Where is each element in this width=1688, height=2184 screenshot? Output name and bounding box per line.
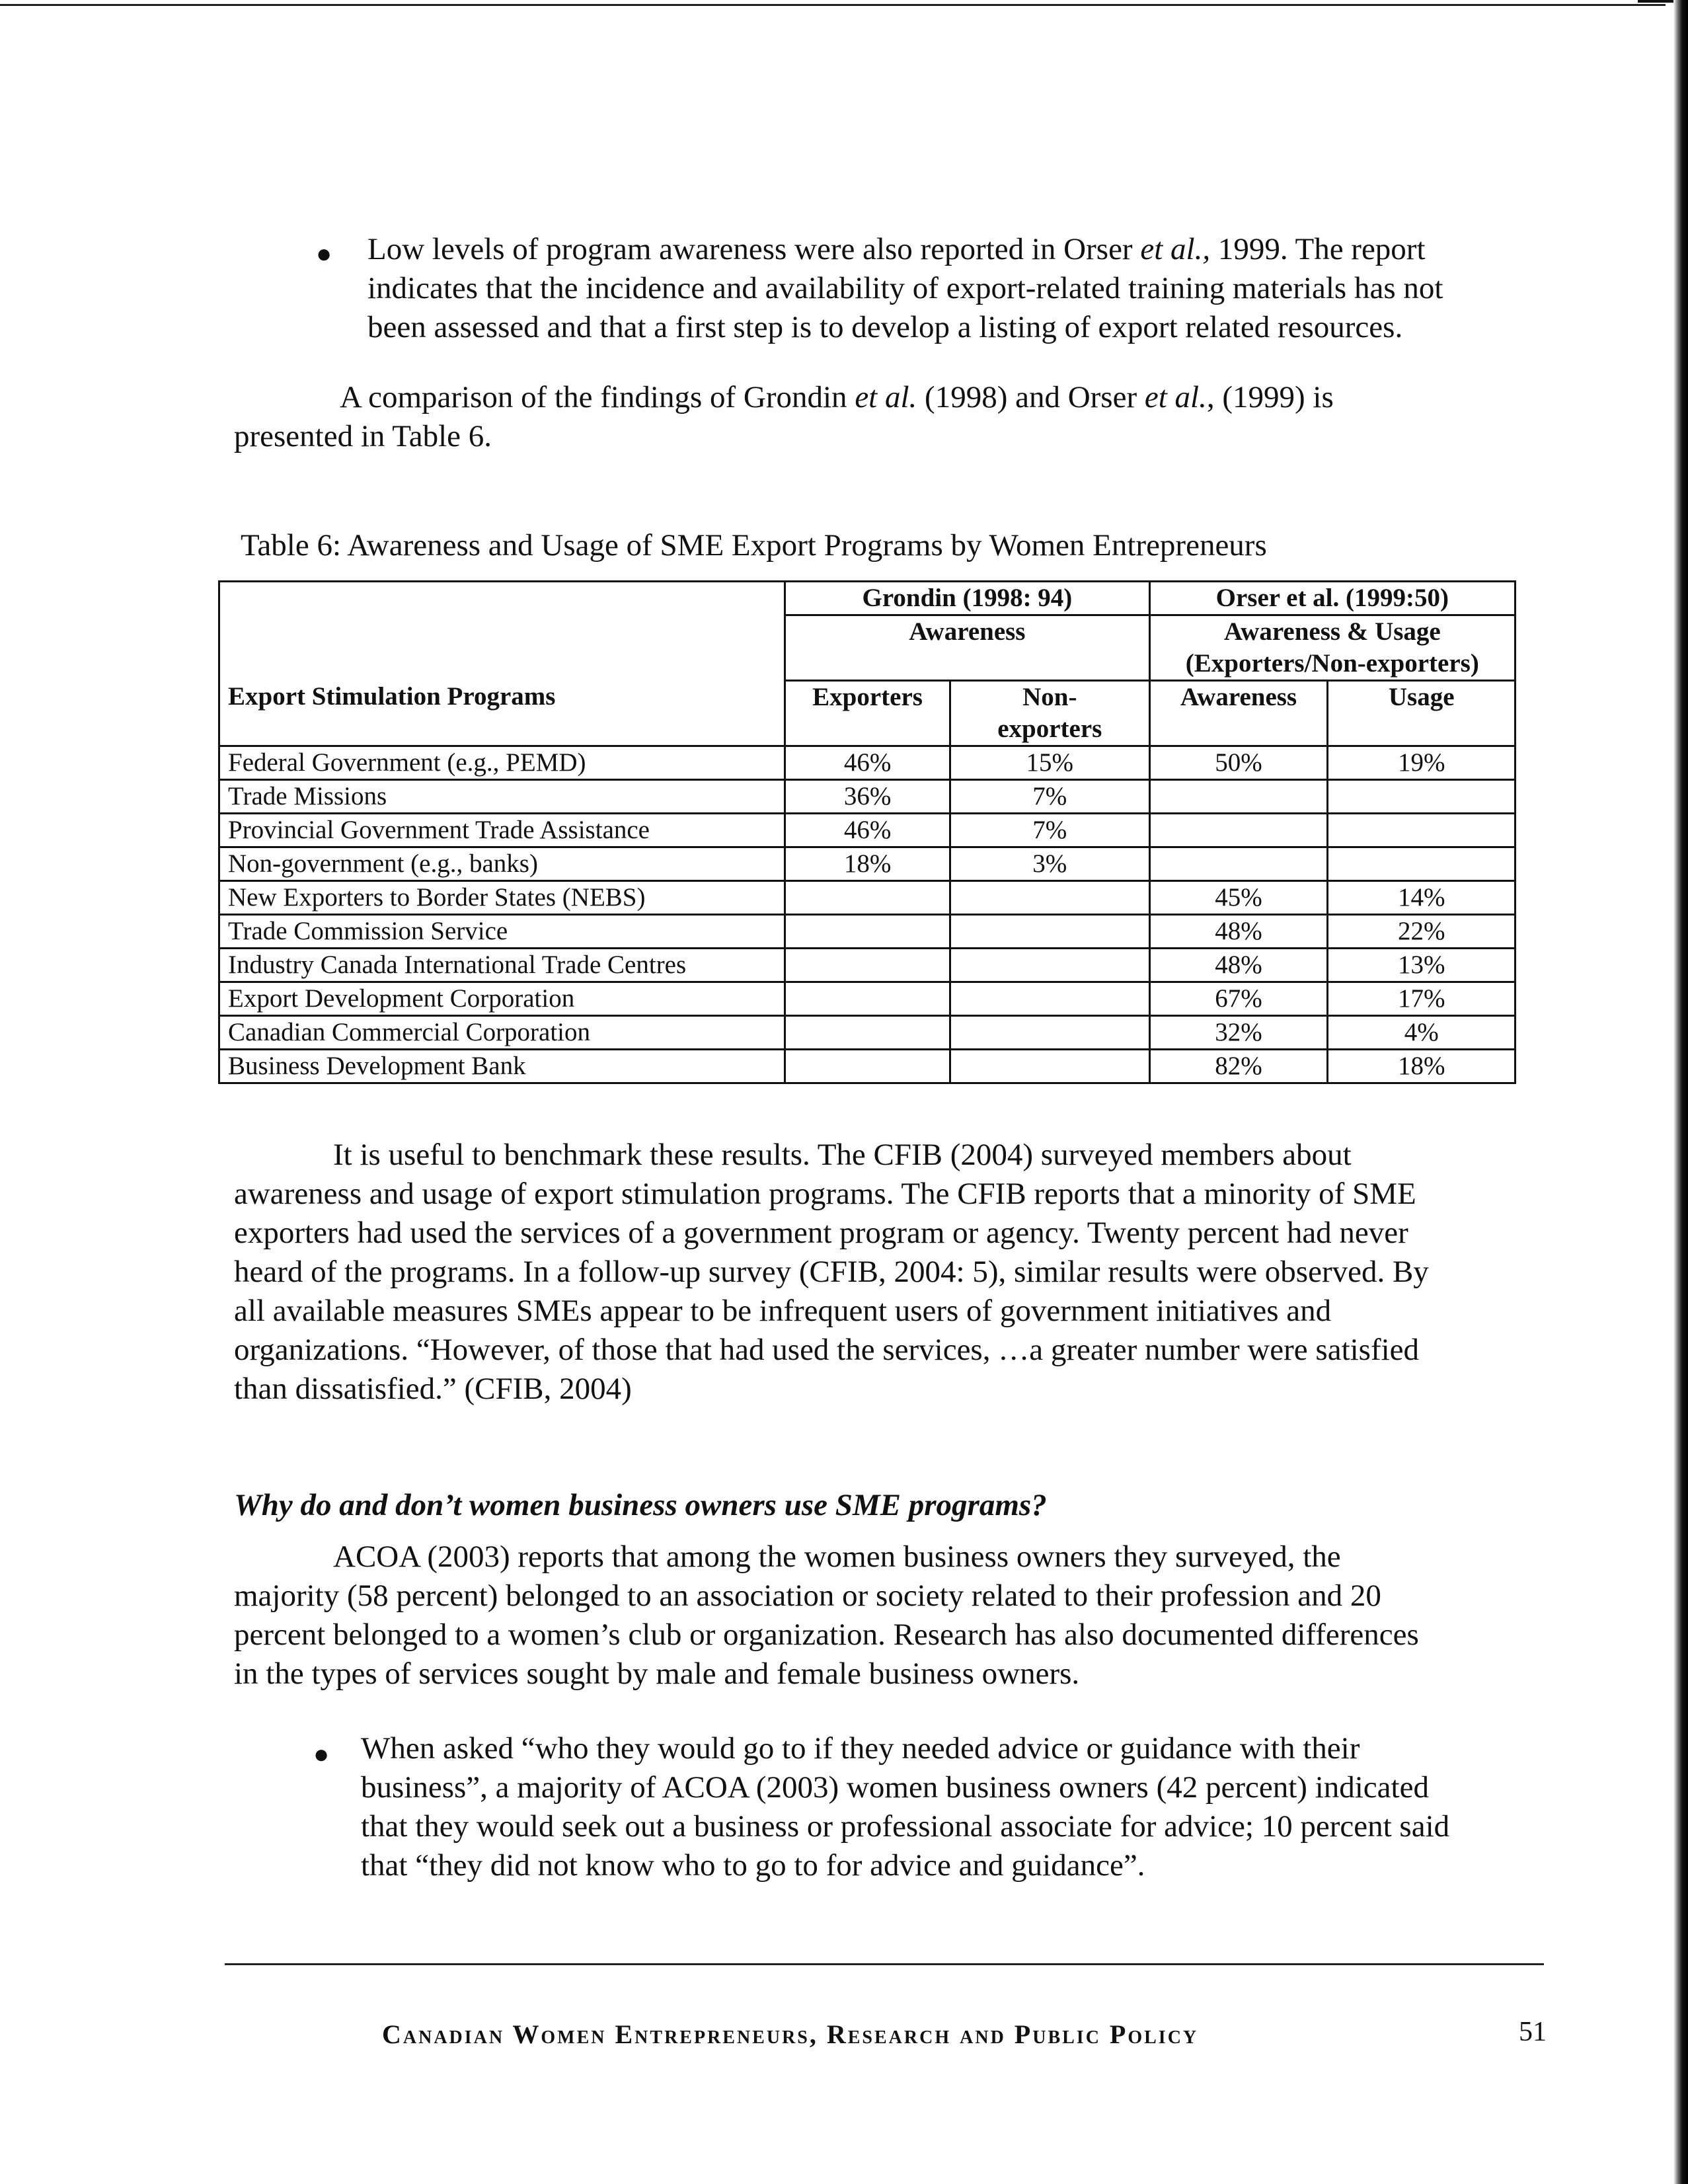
program-cell: Provincial Government Trade Assistance [219, 814, 785, 847]
bullet-paragraph-1: Low levels of program awareness were also reported in Orser et al., 1999. The report indicates that the incidence and availability of export-related training materials has not been assessed and that a first step is to develop a listing of export related resources. [367, 232, 1443, 344]
usage-cell: 19% [1328, 746, 1515, 780]
nonexporters-cell [950, 1016, 1149, 1050]
benchmark-paragraph: It is useful to benchmark these results. The CFIB (2004) surveyed members about awareness and usage of export stimulation programs. The CFIB reports that a minority of SME exporters had used the services of a government program or agency. Twenty percent had never heard of the programs. In a follow-up survey (CFIB, 2004: 5), similar results were observed. By all available measures SMEs appear to be infrequent users of government initiatives and organizations. “However, of those that had used the services, …a greater number were satisfied than dissatisfied.” (CFIB, 2004) [234, 1138, 1429, 1406]
table-corner-cell [219, 582, 785, 681]
program-cell: Trade Missions [219, 780, 785, 814]
nonexporters-cell [950, 915, 1149, 949]
awareness-cell: 32% [1149, 1016, 1328, 1050]
exporters-cell [785, 881, 950, 915]
exporters-cell: 36% [785, 780, 950, 814]
awareness-cell: 48% [1149, 949, 1328, 982]
table-row [219, 982, 1515, 1016]
column-header-exporters: Exporters [785, 681, 950, 746]
program-cell: Federal Government (e.g., PEMD) [219, 746, 785, 780]
table-caption: Table 6: Awareness and Usage of SME Export Programs by Women Entrepreneurs [241, 528, 1267, 563]
subgroup-header-awareness-usage: Awareness & Usage (Exporters/Non-exporters) [1149, 615, 1515, 681]
comparison-paragraph: A comparison of the findings of Grondin et al. (1998) and Orser et al., (1999) is presented in Table 6. [234, 380, 1334, 453]
table-row [219, 1050, 1515, 1083]
exporters-cell: 46% [785, 814, 950, 847]
nonexporters-cell [950, 881, 1149, 915]
usage-cell: 4% [1328, 1016, 1515, 1050]
table-column-header-row [219, 681, 1515, 746]
program-cell: Industry Canada International Trade Centres [219, 949, 785, 982]
program-cell: New Exporters to Border States (NEBS) [219, 881, 785, 915]
table-row [219, 814, 1515, 847]
top-scan-edge [0, 4, 1666, 6]
nonexporters-cell [950, 949, 1149, 982]
table-row [219, 1016, 1515, 1050]
usage-cell: 13% [1328, 949, 1515, 982]
awareness-cell [1149, 847, 1328, 881]
exporters-cell [785, 949, 950, 982]
usage-cell [1328, 814, 1515, 847]
bullet-paragraph-2: When asked “who they would go to if they needed advice or guidance with their business”, a majority of ACOA (2003) women business owners (42 percent) indicated that they would seek out a business or professional associate for advice; 10 percent said that “they did not know who to go to for advice and guidance”. [361, 1731, 1450, 1883]
usage-cell: 18% [1328, 1050, 1515, 1083]
awareness-cell [1149, 814, 1328, 847]
section-heading: Why do and don’t women business owners use SME programs? [234, 1488, 1047, 1522]
awareness-usage-table [218, 580, 1516, 1084]
exporters-cell: 46% [785, 746, 950, 780]
program-cell: Non-government (e.g., banks) [219, 847, 785, 881]
table-row [219, 949, 1515, 982]
column-header-usage: Usage [1328, 681, 1515, 746]
nonexporters-cell [950, 1050, 1149, 1083]
usage-cell: 14% [1328, 881, 1515, 915]
nonexporters-cell [950, 982, 1149, 1016]
bullet-icon: ● [313, 1739, 330, 1769]
nonexporters-cell: 15% [950, 746, 1149, 780]
awareness-cell: 67% [1149, 982, 1328, 1016]
exporters-cell [785, 982, 950, 1016]
column-header-programs: Export Stimulation Programs [219, 681, 785, 746]
table-row [219, 847, 1515, 881]
awareness-cell: 82% [1149, 1050, 1328, 1083]
nonexporters-cell: 3% [950, 847, 1149, 881]
page-number: 51 [1519, 2017, 1547, 2047]
table-row [219, 746, 1515, 780]
usage-cell: 22% [1328, 915, 1515, 949]
usage-cell [1328, 847, 1515, 881]
right-scan-edge [1673, 0, 1688, 2184]
exporters-cell [785, 1016, 950, 1050]
program-cell: Export Development Corporation [219, 982, 785, 1016]
exporters-cell [785, 915, 950, 949]
awareness-cell [1149, 780, 1328, 814]
bullet-icon: ● [316, 239, 332, 268]
table-row [219, 780, 1515, 814]
awareness-cell: 50% [1149, 746, 1328, 780]
usage-cell [1328, 780, 1515, 814]
exporters-cell [785, 1050, 950, 1083]
awareness-cell: 45% [1149, 881, 1328, 915]
acoa-paragraph: ACOA (2003) reports that among the women business owners they surveyed, the majority (58 percent) belonged to an association or society related to their profession and 20 percent belonged to a women’s club or organization. Research has also documented differences in the types of services sought by male and female business owners. [234, 1540, 1419, 1691]
column-header-awareness: Awareness [1149, 681, 1328, 746]
subgroup-header-awareness: Awareness [785, 615, 1149, 681]
footer-title: Canadian Women Entrepreneurs, Research and Public Policy [382, 2019, 1199, 2049]
table-body [219, 746, 1515, 1083]
nonexporters-cell: 7% [950, 814, 1149, 847]
program-cell: Business Development Bank [219, 1050, 785, 1083]
program-cell: Trade Commission Service [219, 915, 785, 949]
table-row [219, 881, 1515, 915]
exporters-cell: 18% [785, 847, 950, 881]
group-header-grondin: Grondin (1998: 94) [785, 582, 1149, 615]
nonexporters-cell: 7% [950, 780, 1149, 814]
column-header-nonexporters: Non- exporters [950, 681, 1149, 746]
usage-cell: 17% [1328, 982, 1515, 1016]
footer-rule [225, 1963, 1544, 1965]
table-group-header-row [219, 582, 1515, 615]
group-header-orser: Orser et al. (1999:50) [1149, 582, 1515, 615]
program-cell: Canadian Commercial Corporation [219, 1016, 785, 1050]
table-row [219, 915, 1515, 949]
awareness-cell: 48% [1149, 915, 1328, 949]
